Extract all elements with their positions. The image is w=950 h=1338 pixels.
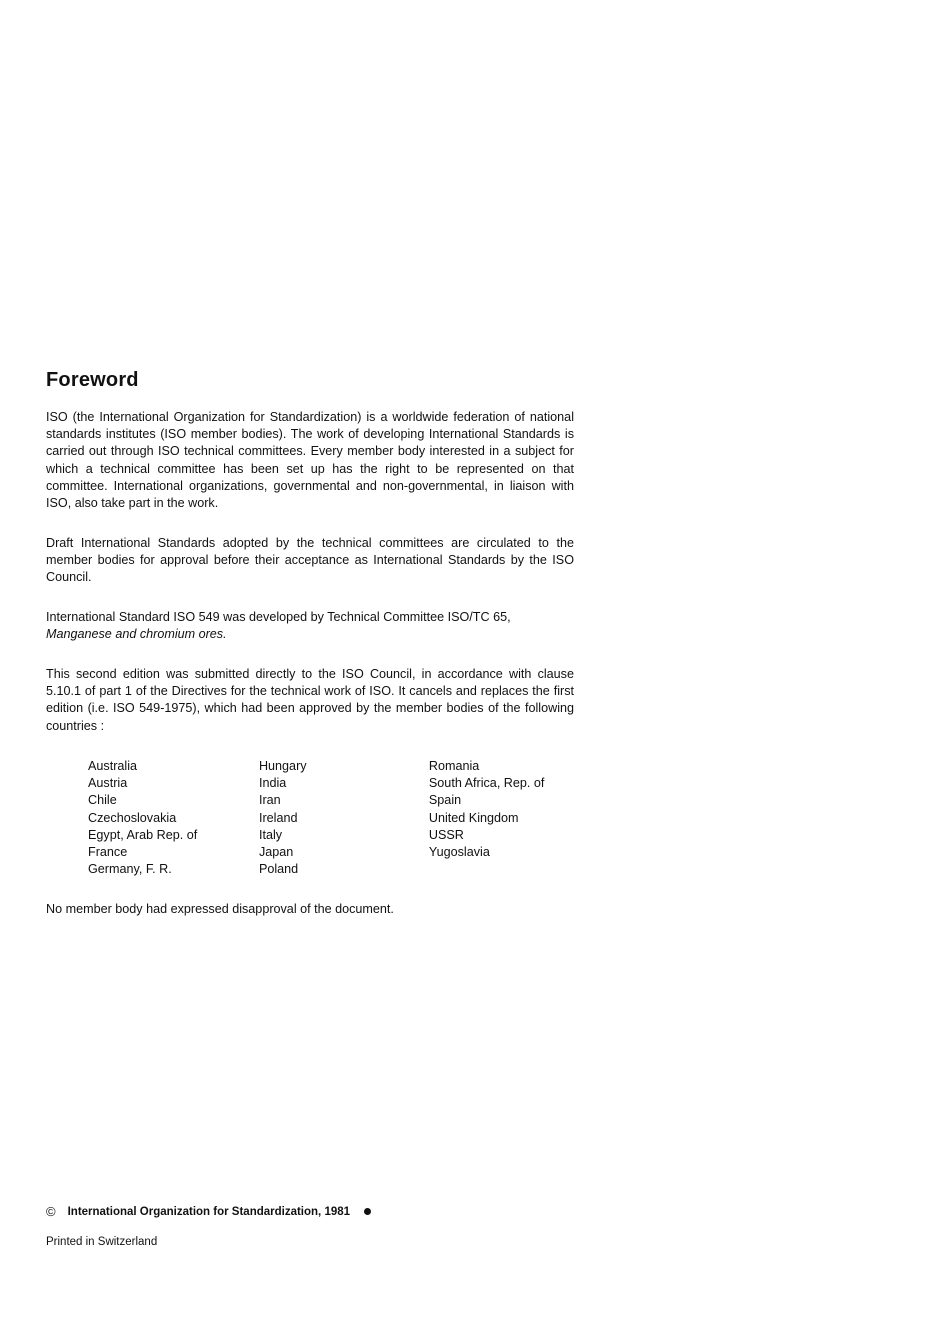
country-item: Germany, F. R.	[88, 862, 172, 877]
country-item: Austria	[88, 776, 128, 791]
copyright-icon: ©	[46, 1204, 56, 1219]
country-item: Spain	[428, 793, 462, 808]
country-item: Hungary	[258, 759, 307, 773]
country-item: Chile	[88, 793, 117, 808]
country-item: Egypt, Arab Rep. of	[88, 827, 198, 842]
paragraph-no-disapproval: No member body had expressed disapproval of the document.	[46, 902, 394, 916]
printed-note: Printed in Switzerland	[46, 1236, 158, 1248]
paragraph-edition-note: This second edition was submitted directly to the ISO Council, in accordance with clause 5.10.1 of part 1 of the Directives for the technical work of ISO. It cancels and replaces the first edition (i.e. ISO 549-1975), which had been approved by the member bodies of the following countries :	[46, 667, 574, 733]
country-item: Czechoslovakia	[88, 810, 177, 825]
country-column-3	[429, 758, 578, 878]
paragraph-draft-standards: Draft International Standards adopted by the technical committees are circulated to the member bodies for approval before their acceptance as International Standards by the ISO Council.	[46, 536, 574, 585]
bullet-icon	[364, 1208, 371, 1215]
country-column-2	[259, 758, 429, 878]
country-item: India	[258, 776, 287, 791]
committee-subject: Manganese and chromium ores.	[46, 627, 227, 642]
paragraph-standard-origin	[46, 609, 574, 643]
country-item: Ireland	[258, 810, 298, 825]
country-item: Italy	[258, 827, 283, 842]
country-item: Poland	[258, 862, 299, 877]
country-item: Romania	[428, 759, 480, 773]
paragraph-iso-intro: ISO (the International Organization for Standardization) is a worldwide federation of national standards institutes (ISO member bodies). The work of developing International Standards is carried out through ISO technical committees. Every member body interested in a subject for which a technical committee has been set up has the right to be represented on that committee. International organizations, governmental and non-governmental, in liaison with ISO, also take part in the work.	[46, 410, 574, 511]
country-item: Yugoslavia	[428, 845, 490, 860]
country-item: USSR	[428, 827, 464, 842]
country-column-1	[88, 758, 259, 878]
country-item: Iran	[258, 793, 281, 808]
page-title: Foreword	[46, 369, 139, 391]
country-item: United Kingdom	[428, 810, 519, 825]
copyright-line	[46, 1204, 371, 1219]
country-item: France	[88, 845, 128, 860]
country-item: Australia	[88, 759, 137, 773]
standard-origin-text: International Standard ISO 549 was developed by Technical Committee ISO/TC 65,	[46, 610, 511, 624]
country-list	[88, 758, 578, 878]
copyright-text: International Organization for Standardization, 1981	[67, 1205, 351, 1218]
country-item: South Africa, Rep. of	[428, 776, 545, 791]
country-item: Japan	[258, 845, 294, 860]
